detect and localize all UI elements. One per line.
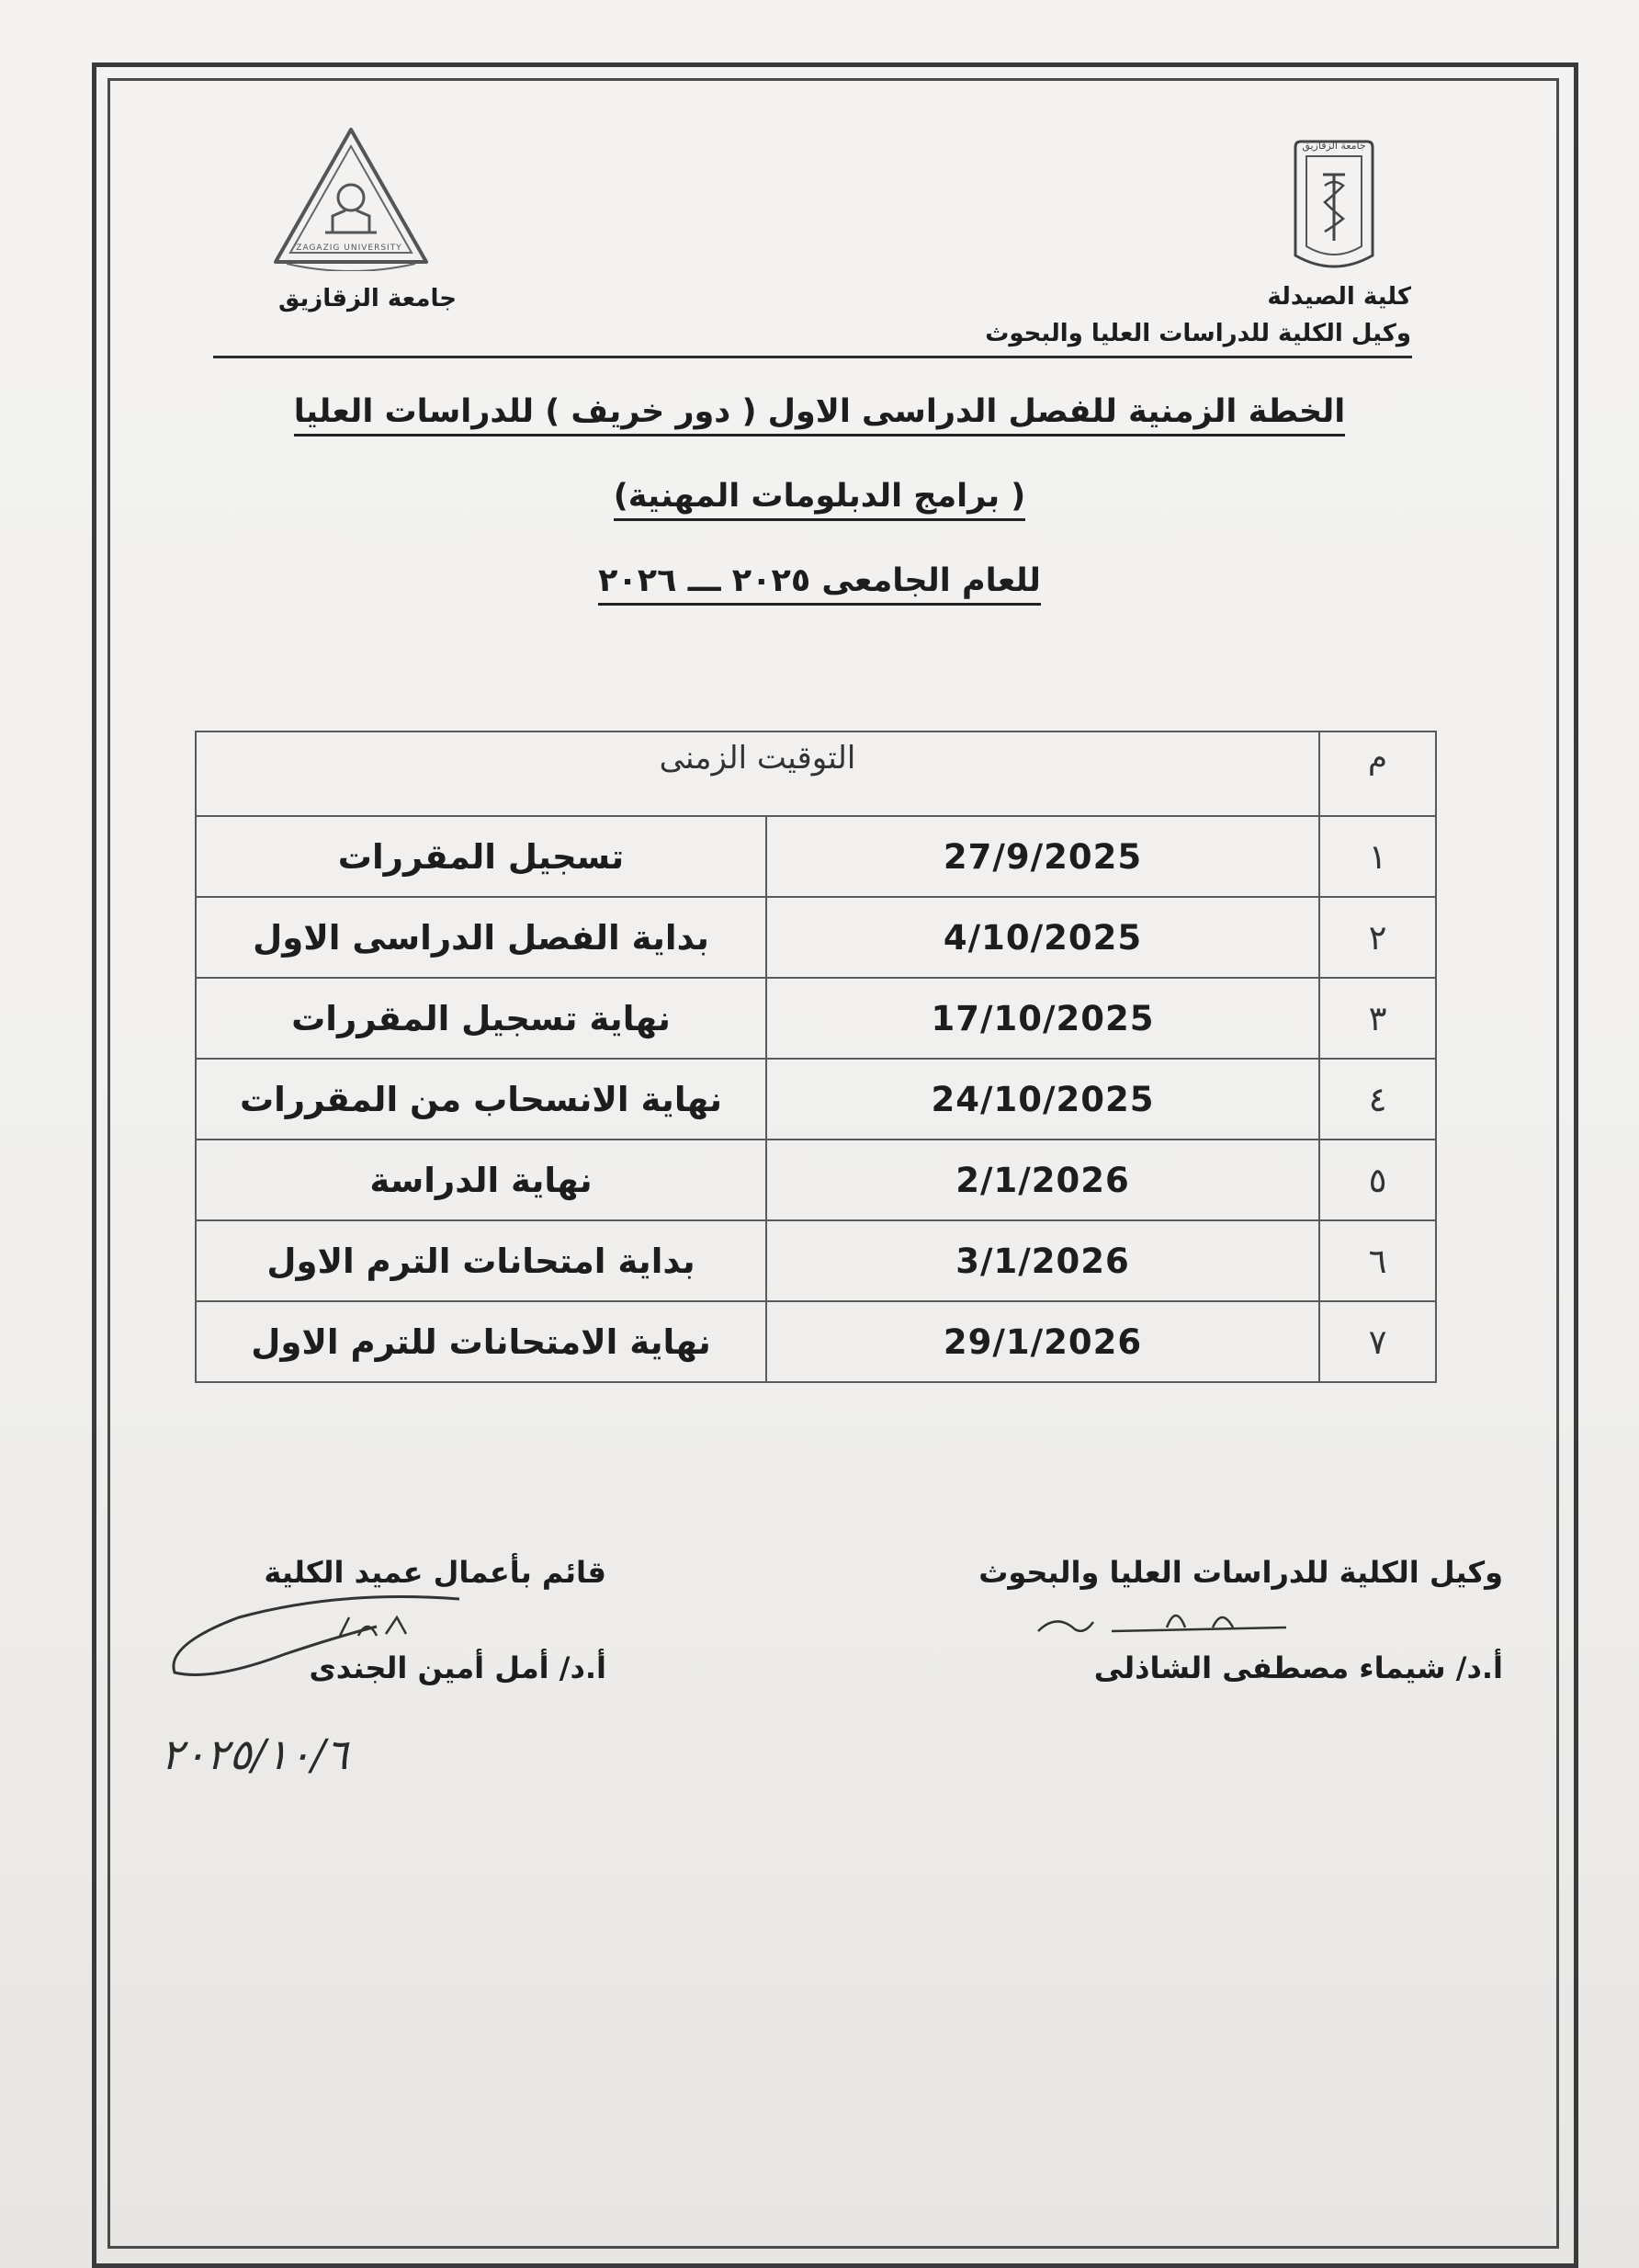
faculty-name: كلية الصيدلة bbox=[1267, 283, 1411, 311]
table-row bbox=[196, 1220, 1436, 1301]
row-number: ٦ bbox=[1319, 1220, 1436, 1301]
row-event: نهاية تسجيل المقررات bbox=[196, 978, 766, 1059]
year-title-text: للعام الجامعى ٢٠٢٥ ـــ ٢٠٢٦ bbox=[598, 562, 1041, 606]
row-date: 17/10/2025 bbox=[766, 978, 1319, 1059]
row-date: 2/1/2026 bbox=[766, 1140, 1319, 1220]
row-date: 24/10/2025 bbox=[766, 1059, 1319, 1140]
row-number: ٧ bbox=[1319, 1301, 1436, 1382]
program-title-text: ( برامج الدبلومات المهنية) bbox=[614, 478, 1026, 521]
left-signatory-name: أ.د/ أمل أمين الجندى bbox=[309, 1650, 606, 1685]
row-event: نهاية الانسحاب من المقررات bbox=[196, 1059, 766, 1140]
row-number: ٥ bbox=[1319, 1140, 1436, 1220]
faculty-logo-caption: جامعة الزقازيق bbox=[1302, 140, 1366, 152]
row-number: ٤ bbox=[1319, 1059, 1436, 1140]
row-event: نهاية الامتحانات للترم الاول bbox=[196, 1301, 766, 1382]
header-divider bbox=[213, 356, 1412, 358]
row-date: 27/9/2025 bbox=[766, 816, 1319, 897]
main-title-text: الخطة الزمنية للفصل الدراسى الاول ( دور خريف ) للدراسات العليا bbox=[294, 393, 1346, 437]
table-row bbox=[196, 1301, 1436, 1382]
header-timing: التوقيت الزمنى bbox=[196, 731, 1319, 816]
left-signatory-title: قائم بأعمال عميد الكلية bbox=[264, 1555, 606, 1590]
right-signatory-name: أ.د/ شيماء مصطفى الشاذلى bbox=[1093, 1650, 1503, 1685]
right-signatory-title: وكيل الكلية للدراسات العليا والبحوث bbox=[978, 1555, 1503, 1590]
year-title bbox=[276, 562, 1363, 599]
row-date: 4/10/2025 bbox=[766, 897, 1319, 978]
table-row bbox=[196, 1140, 1436, 1220]
faculty-office: وكيل الكلية للدراسات العليا والبحوث bbox=[985, 320, 1411, 347]
row-event: بداية الفصل الدراسى الاول bbox=[196, 897, 766, 978]
row-date: 29/1/2026 bbox=[766, 1301, 1319, 1382]
row-event: نهاية الدراسة bbox=[196, 1140, 766, 1220]
faculty-logo bbox=[1288, 138, 1380, 278]
program-title bbox=[276, 478, 1363, 515]
table-row bbox=[196, 897, 1436, 978]
row-number: ١ bbox=[1319, 816, 1436, 897]
schedule-table bbox=[195, 731, 1437, 1383]
university-seal-caption: ZAGAZIG UNIVERSITY bbox=[296, 244, 402, 253]
handwritten-date: ٢٠٢٥/١٠/٦ bbox=[161, 1729, 348, 1779]
row-number: ٢ bbox=[1319, 897, 1436, 978]
row-event: بداية امتحانات الترم الاول bbox=[196, 1220, 766, 1301]
header-number: م bbox=[1319, 731, 1436, 816]
row-number: ٣ bbox=[1319, 978, 1436, 1059]
table-header-row bbox=[196, 731, 1436, 816]
table-row bbox=[196, 978, 1436, 1059]
main-title bbox=[276, 393, 1363, 430]
right-handwritten-signature bbox=[1029, 1594, 1305, 1650]
university-name: جامعة الزقازيق bbox=[278, 285, 457, 312]
row-date: 3/1/2026 bbox=[766, 1220, 1319, 1301]
table-row bbox=[196, 1059, 1436, 1140]
table-row bbox=[196, 816, 1436, 897]
row-event: تسجيل المقررات bbox=[196, 816, 766, 897]
